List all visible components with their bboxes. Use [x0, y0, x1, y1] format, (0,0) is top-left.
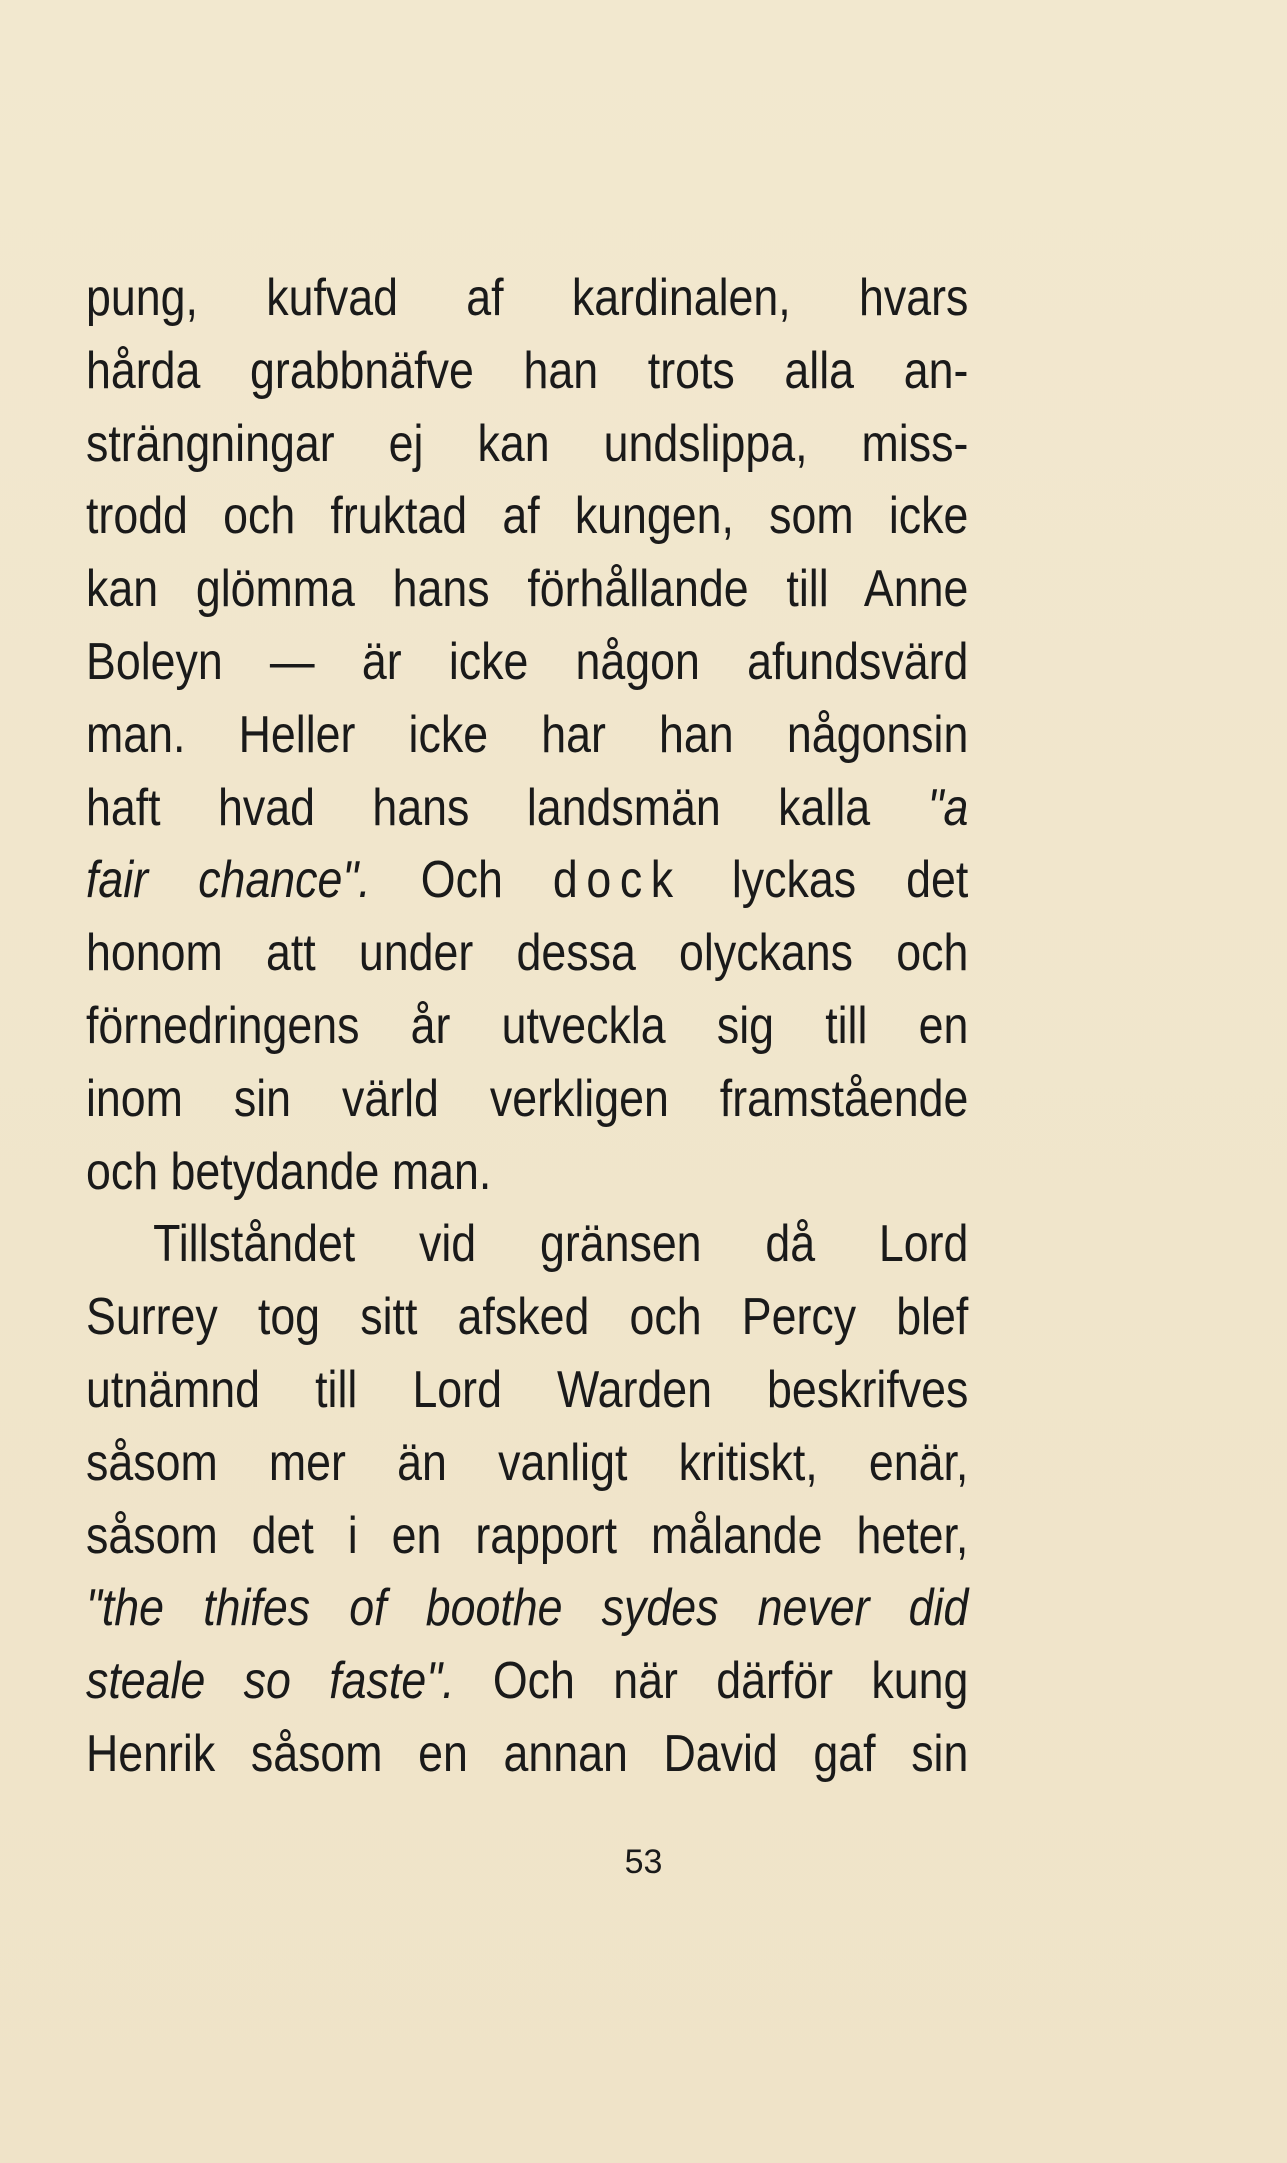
- italic-quote: steale so faste".: [86, 1652, 455, 1711]
- text-line: Surrey tog sitt afsked och Percy blef: [86, 1288, 969, 1347]
- text-segment: haft hvad hans landsmän kalla: [86, 778, 871, 837]
- text-line: [86, 1645, 968, 1718]
- text-line: honom att under dessa olyckans och: [86, 924, 969, 983]
- text-segment: Och: [420, 851, 503, 910]
- text-line: strängningar ej kan undslippa, miss-: [86, 414, 969, 473]
- spaced-emphasis: dock: [552, 851, 682, 910]
- text-segment: Och när därför kung: [492, 1652, 969, 1711]
- text-line: förnedringens år utveckla sig till en: [86, 996, 969, 1055]
- text-line: [86, 844, 968, 917]
- text-line: [86, 772, 968, 845]
- italic-quote: fair chance".: [86, 851, 371, 910]
- text-line: "the thifes of boothe sydes never did: [86, 1579, 969, 1638]
- text-line: Boleyn — är icke någon afundsvärd: [86, 632, 969, 691]
- text-segment: lyckas det: [731, 851, 969, 910]
- text-line: och betydande man.: [86, 1142, 492, 1201]
- text-line: man. Heller icke har han någonsin: [86, 705, 969, 764]
- text-line: trodd och fruktad af kungen, som icke: [86, 487, 969, 546]
- page-number: 53: [624, 1843, 663, 1881]
- text-line: Tillståndet vid gränsen då Lord: [153, 1215, 969, 1274]
- text-line: Henrik såsom en annan David gaf sin: [86, 1724, 969, 1783]
- text-line: såsom det i en rapport målande heter,: [86, 1506, 969, 1565]
- text-line: pung, kufvad af kardinalen, hvars: [86, 269, 969, 327]
- text-line: inom sin värld verkligen framstående: [86, 1069, 969, 1128]
- text-line: hårda grabbnäfve han trots alla an-: [86, 341, 969, 400]
- italic-quote: "a: [927, 778, 969, 837]
- text-line: såsom mer än vanligt kritiskt, enär,: [86, 1433, 969, 1492]
- text-line: kan glömma hans förhållande till Anne: [86, 560, 969, 619]
- body-text: [86, 262, 968, 1791]
- text-line: utnämnd till Lord Warden beskrifves: [86, 1360, 969, 1419]
